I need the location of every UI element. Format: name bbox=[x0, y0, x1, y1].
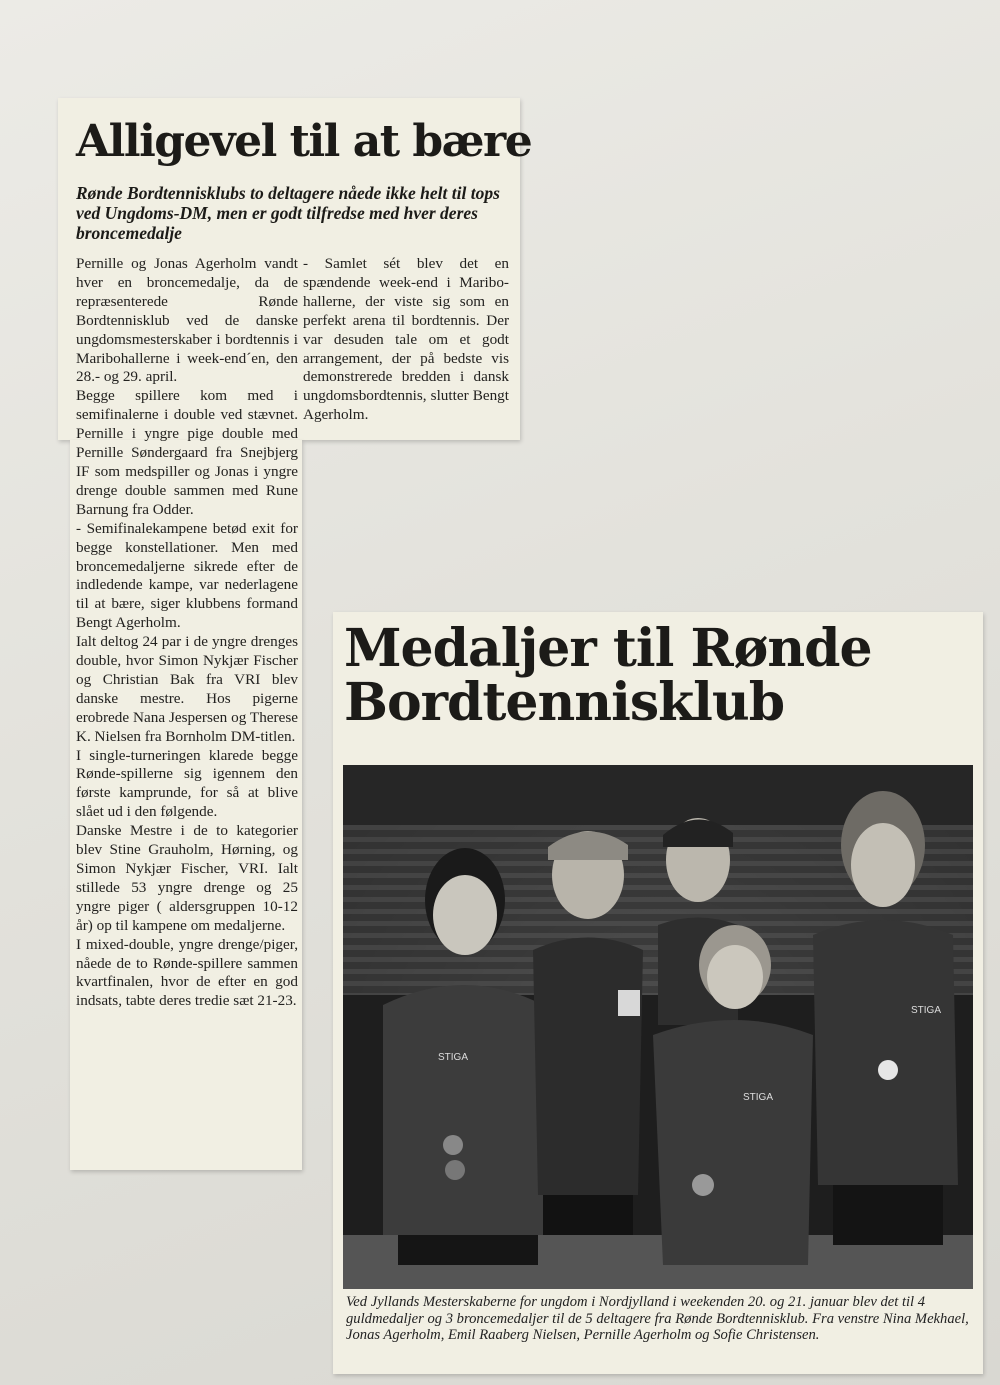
team-photo bbox=[343, 765, 973, 1289]
article-paragraph: - Samlet sét blev det en spændende week-end i Maribo-hallerne, der viste sig som en perfekt arena til bordtennis. Der var desuden tale om et godt arrangement, der på bedste vis demonstrerede bredden i dansk ungdomsbordtennis, slutter Bengt Agerholm. bbox=[303, 255, 509, 424]
photo-caption: Ved Jyllands Mesterskaberne for ungdom i Nordjylland i weekenden 20. og 21. januar blev det til 4 guldmedaljer og 3 broncemedaljer til de 5 deltagere fra Rønde Bordtennisklub. Fra venstre Nina Mekhael, Jonas Agerholm, Emil Raaberg Nielsen, Pernille Agerholm og Sofie Christensen. bbox=[346, 1294, 969, 1344]
team-photo-illustration bbox=[343, 765, 973, 1289]
article-subheadline: Rønde Bordtennisklubs to deltagere nåede ikke helt til tops ved Ungdoms-DM, men er godt tilfredse med hver deres broncemedalje bbox=[76, 183, 500, 243]
article-body-right-column bbox=[303, 255, 509, 425]
article-headline: Alligevel til at bære bbox=[76, 116, 532, 167]
shirt-logo-text: STIGA bbox=[911, 1005, 942, 1016]
article-paragraph: Ialt deltog 24 par i de yngre drenges double, hvor Simon Nykjær Fischer og Christian Bak fra VRI blev danske mestre. Hos pigerne erobrede Nana Jespersen og Therese K. Nielsen fra Bornholm DM-titlen. bbox=[76, 633, 298, 745]
article-paragraph: I single-turneringen klarede begge Rønde-spillerne sig igennem den første kamprunde, for så at blive slået ud i den følgende. bbox=[76, 746, 298, 821]
shirt-logo-text: STIGA bbox=[438, 1052, 469, 1063]
article-paragraph: - Semifinalekampene betød exit for begge konstellationer. Men med broncemedaljerne sikrede efter de indledende kampe, var nederlagene til at bære, siger klubbens formand Bengt Agerholm. bbox=[76, 519, 298, 632]
shirt-logo-text: STIGA bbox=[743, 1092, 774, 1103]
article-paragraph: I mixed-double, yngre drenge/piger, nåede de to Rønde-spillere sammen kvartfinalen, hvor de efter en god indsats, tabte deres tredie sæt 21-23. bbox=[76, 935, 298, 1010]
article-paragraph: Pernille og Jonas Agerholm vandt hver en broncemedalje, da de repræsenterede Rønde Bordtennisklub ved de danske ungdomsmesterskaber i bordtennis i Maribohallerne i week-end´en, den 28.- og 29. april. bbox=[76, 255, 298, 386]
article-paragraph: Danske Mestre i de to kategorier blev Stine Grauholm, Hørning, og Simon Nykjær Fischer, VRI. Ialt stillede 53 yngre drenge og 25 yngre piger ( aldersgruppen 10-12 år) op til kampene om medaljerne. bbox=[76, 822, 298, 934]
photo-article-headline: Medaljer til Rønde Bordtennisklub bbox=[344, 618, 872, 733]
article-paragraph: Begge spillere kom med i semifinalerne i double ved stævnet. Pernille i yngre pige double med Pernille Søndergaard fra Snejbjerg IF som medspiller og Jonas i yngre drenge double sammen med Rune Barnung fra Odder. bbox=[76, 387, 298, 518]
article-body-left-column bbox=[76, 255, 298, 1011]
